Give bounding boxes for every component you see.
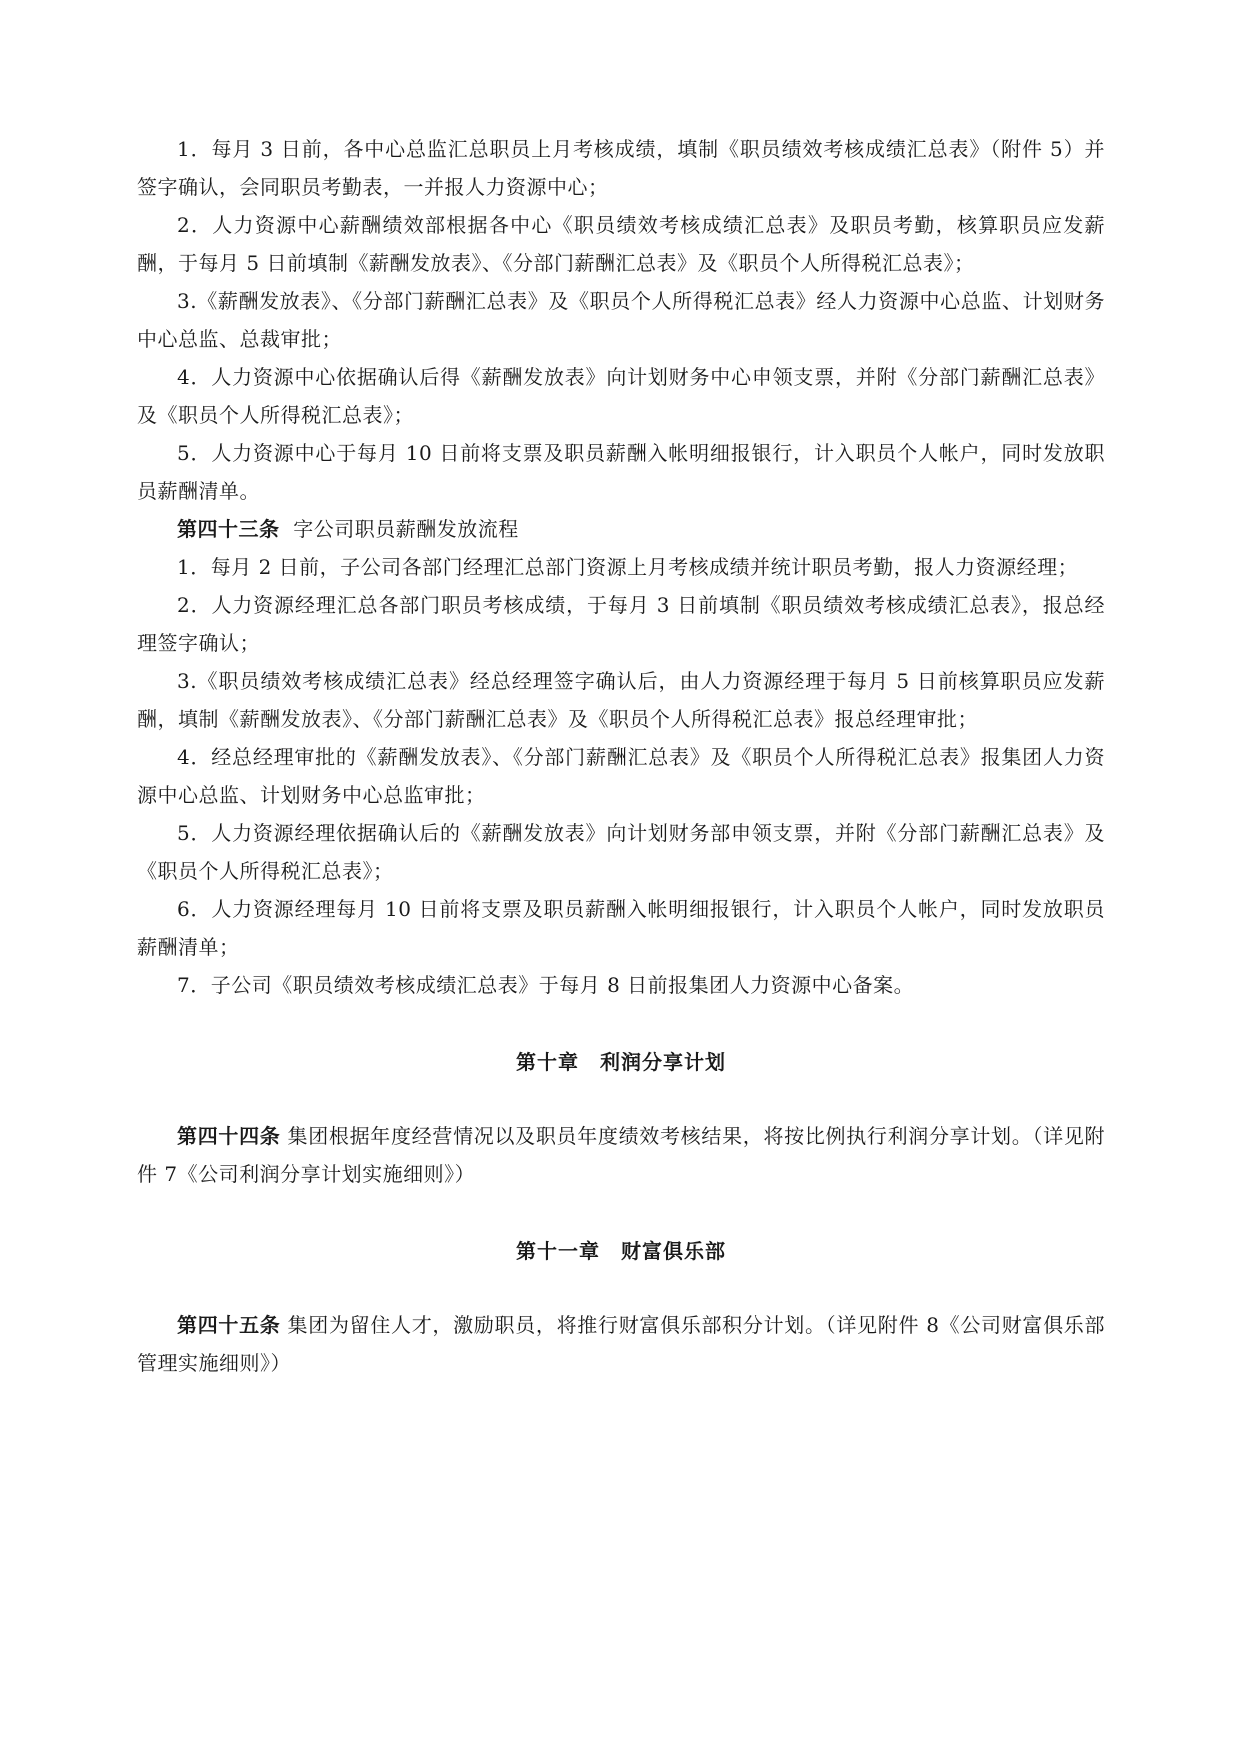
list-item: 1．每月 2 日前，子公司各部门经理汇总部门资源上月考核成绩并统计职员考勤，报人力资源经理； bbox=[177, 555, 1079, 579]
list-item: 7．子公司《职员绩效考核成绩汇总表》于每月 8 日前报集团人力资源中心备案。 bbox=[177, 973, 915, 997]
article-text: 字公司职员薪酬发放流程 bbox=[293, 517, 519, 541]
article-text: 集团根据年度经营情况以及职员年度绩效考核结果，将按比例执行利润分享计划。（详见附件 7《公司利润分享计划实施细则》） bbox=[137, 1124, 1106, 1186]
list-item: 6．人力资源经理每月 10 日前将支票及职员薪酬入帐明细报银行，计入职员个人帐户，同时发放职员薪酬清单； bbox=[137, 897, 1105, 959]
list-item: 2．人力资源中心薪酬绩效部根据各中心《职员绩效考核成绩汇总表》及职员考勤，核算职员应发薪酬，于每月 5 日前填制《薪酬发放表》、《分部门薪酬汇总表》及《职员个人所得税汇总表》； bbox=[137, 213, 1105, 275]
list-item: 4．人力资源中心依据确认后得《薪酬发放表》向计划财务中心申领支票，并附《分部门薪酬汇总表》及《职员个人所得税汇总表》； bbox=[137, 365, 1105, 427]
article-label: 第四十五条 bbox=[177, 1313, 281, 1337]
article-43 bbox=[137, 510, 1105, 548]
article-45 bbox=[137, 1306, 1105, 1382]
article-44 bbox=[137, 1117, 1105, 1193]
list-item: 5．人力资源中心于每月 10 日前将支票及职员薪酬入帐明细报银行，计入职员个人帐户，同时发放职员薪酬清单。 bbox=[137, 441, 1105, 503]
list-item: 2．人力资源经理汇总各部门职员考核成绩，于每月 3 日前填制《职员绩效考核成绩汇总表》，报总经理签字确认； bbox=[137, 593, 1105, 655]
chapter-title: 第十章 利润分享计划 bbox=[516, 1050, 726, 1074]
list-item: 4．经总经理审批的《薪酬发放表》、《分部门薪酬汇总表》及《职员个人所得税汇总表》报集团人力资源中心总监、计划财务中心总监审批； bbox=[137, 745, 1105, 807]
article-text: 集团为留住人才，激励职员，将推行财富俱乐部积分计划。（详见附件 8《公司财富俱乐部管理实施细则》） bbox=[137, 1313, 1105, 1375]
document-page bbox=[137, 130, 1105, 1382]
list-item: 1．每月 3 日前，各中心总监汇总职员上月考核成绩，填制《职员绩效考核成绩汇总表》（附件 5）并签字确认，会同职员考勤表，一并报人力资源中心； bbox=[137, 137, 1105, 199]
list-item: 5．人力资源经理依据确认后的《薪酬发放表》向计划财务部申领支票，并附《分部门薪酬汇总表》及《职员个人所得税汇总表》； bbox=[137, 821, 1105, 883]
list-item: 3.《薪酬发放表》、《分部门薪酬汇总表》及《职员个人所得税汇总表》经人力资源中心总监、计划财务中心总监、总裁审批； bbox=[137, 289, 1105, 351]
article-label: 第四十三条 bbox=[177, 517, 280, 541]
list-item: 3.《职员绩效考核成绩汇总表》经总经理签字确认后，由人力资源经理于每月 5 日前核算职员应发薪酬，填制《薪酬发放表》、《分部门薪酬汇总表》及《职员个人所得税汇总表》报总经理审批； bbox=[137, 669, 1105, 731]
article-label: 第四十四条 bbox=[177, 1124, 281, 1148]
chapter-title: 第十一章 财富俱乐部 bbox=[516, 1239, 726, 1263]
